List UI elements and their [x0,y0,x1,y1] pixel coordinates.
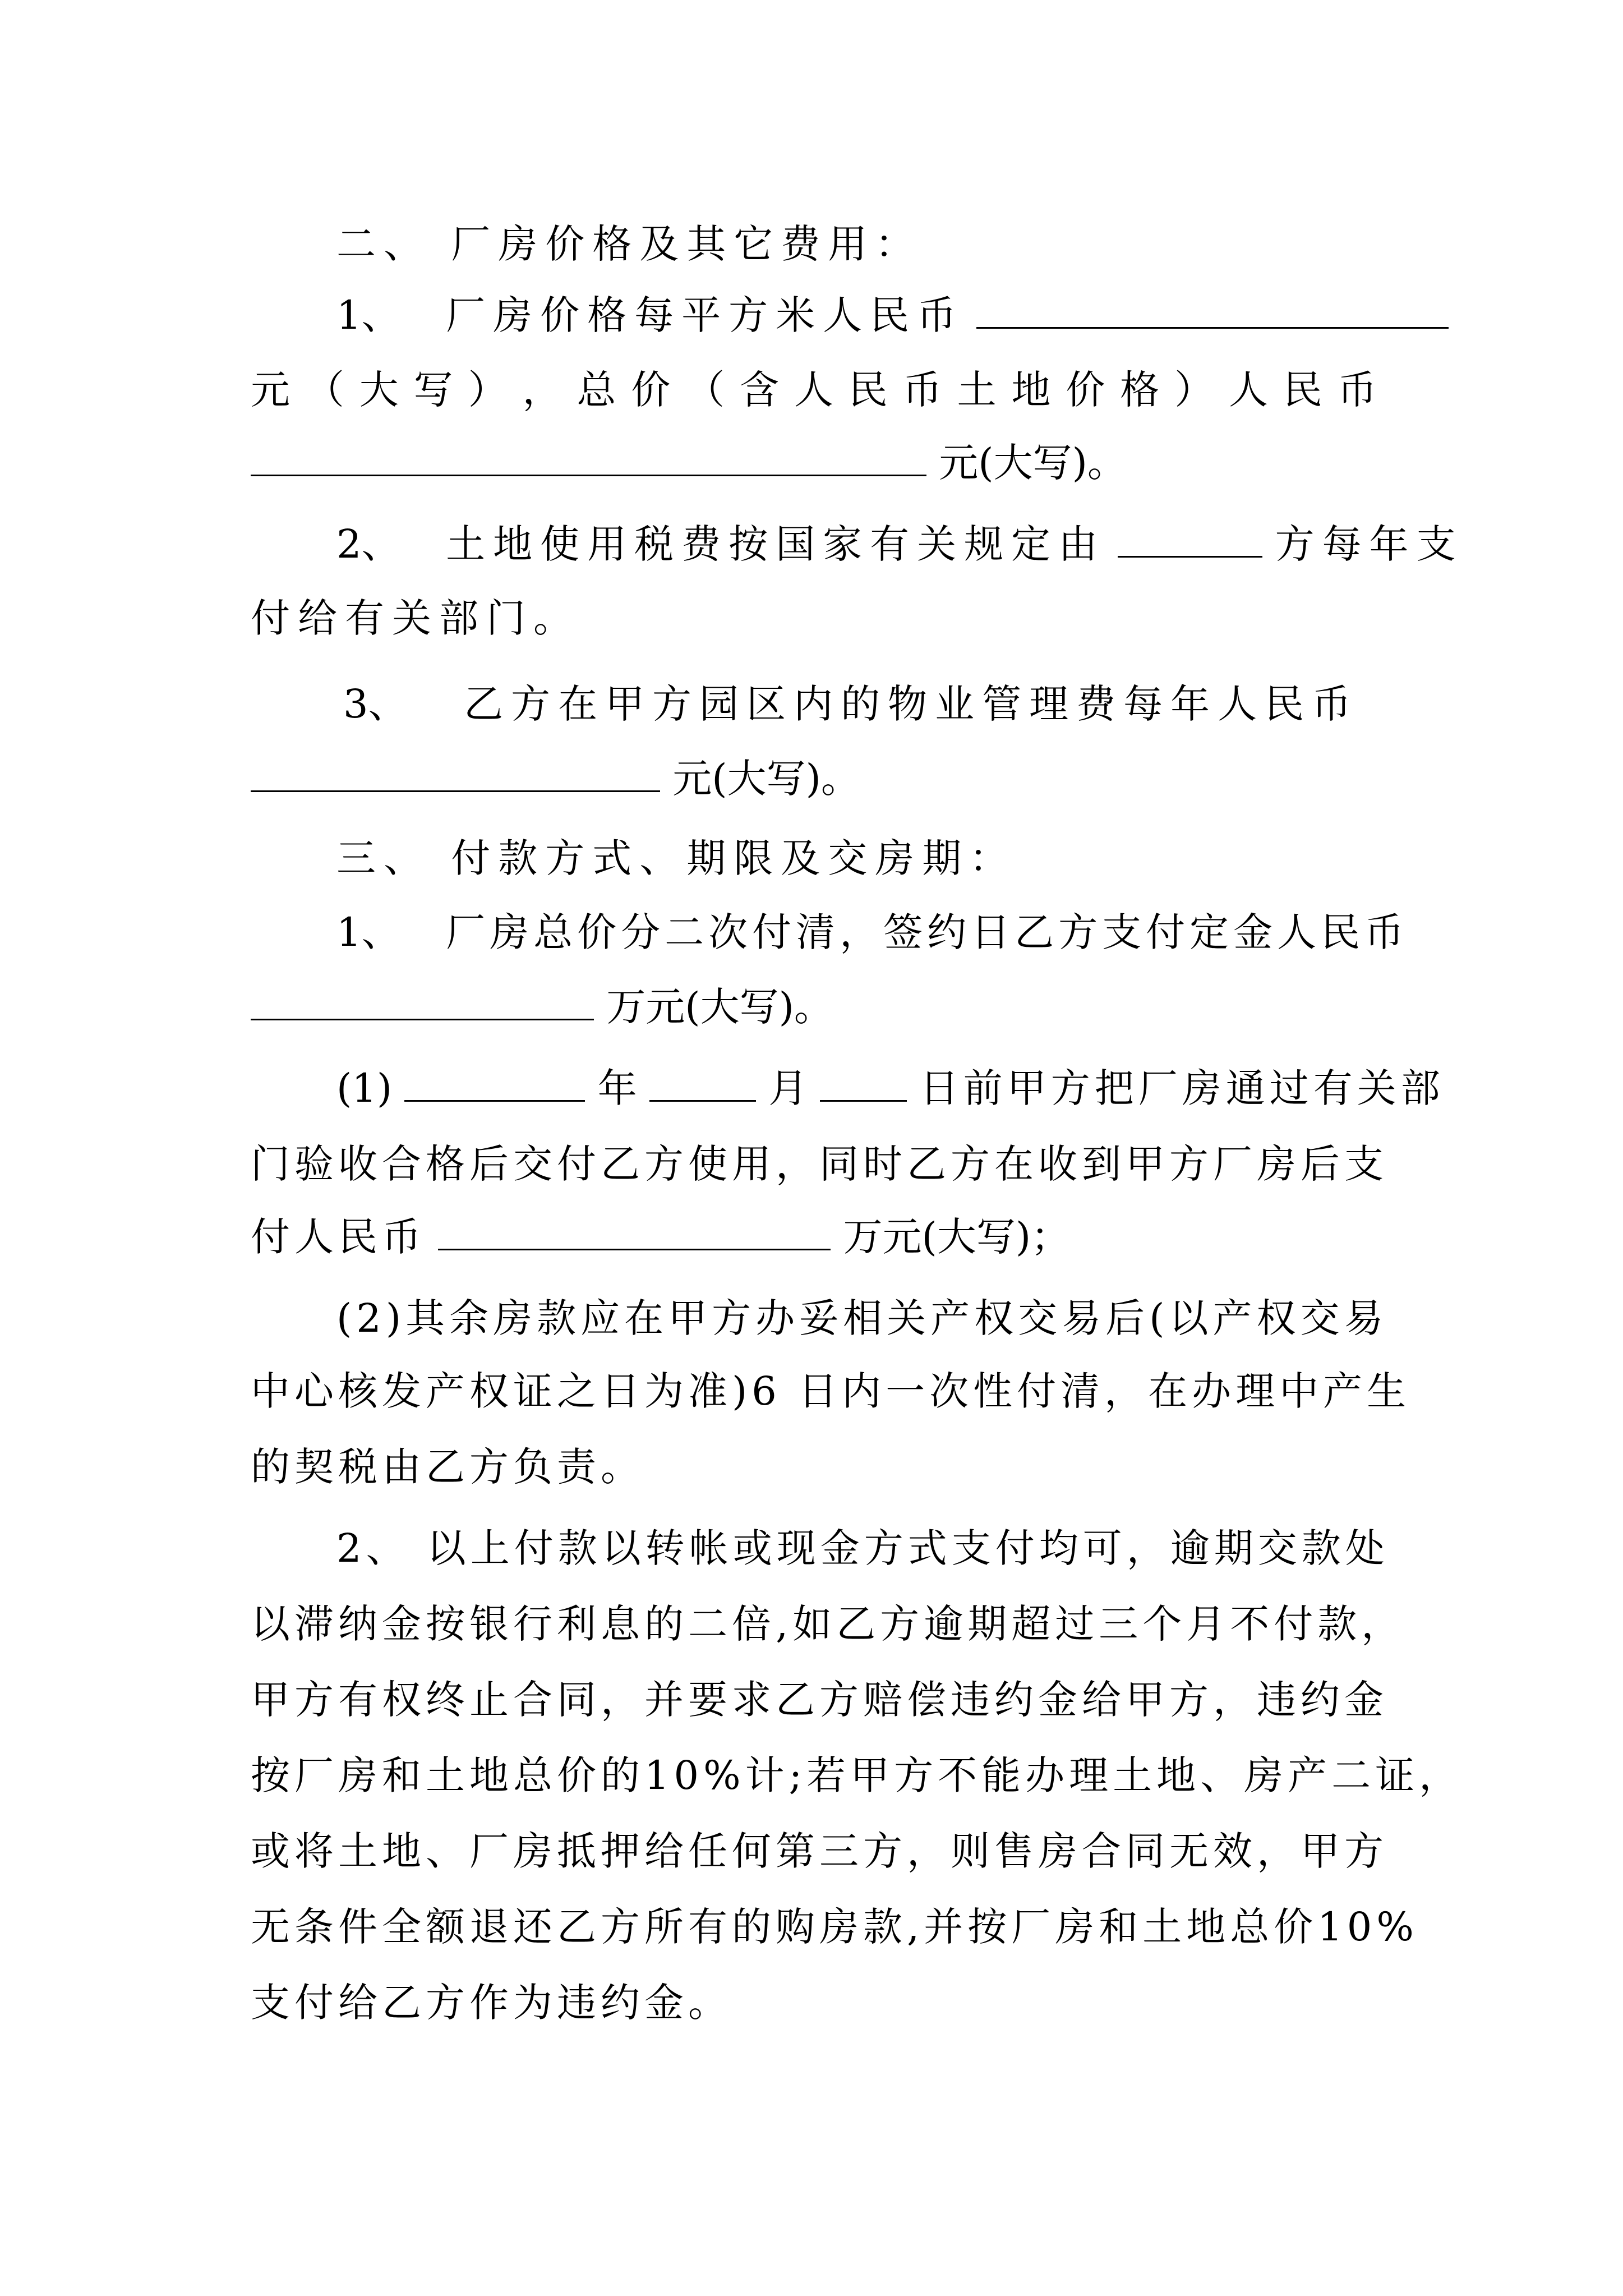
section-3-item-2-line-2 [251,1596,1405,1652]
section-3-heading [336,830,1463,886]
section-2-item-2-line-1 [336,516,1464,572]
property-fee-suffix: 元(大写)。 [672,756,860,802]
section-3-item-2-text-1: 2、 以上付款以转帐或现金方式支付均可，逾期交款处 [336,1525,1389,1571]
section-2-item-2-line-2 [251,590,1377,646]
justified-char: 币 [902,367,942,413]
price-per-sqm-blank [976,288,1449,329]
justified-char: 民 [1283,367,1322,413]
justified-char: 写 [413,367,453,413]
item-number: 2、 [336,521,401,567]
section-3-item-2-line-3 [251,1672,1388,1728]
sub-clause-1-line-2 [251,1136,1388,1192]
total-price-blank [251,435,926,476]
section-2-heading [336,216,1463,272]
justified-char: 格 [1120,367,1160,413]
justified-char: 大 [359,367,399,413]
section-3-item-2-text-3: 甲方有权终止合同，并要求乙方赔偿违约金给甲方，违约金 [251,1677,1388,1723]
day-blank [820,1061,907,1102]
justified-char: 价 [1066,367,1105,413]
land-tax-text: 土地使用税费按国家有关规定由 [446,521,1106,567]
justified-char: 价 [631,367,671,413]
justified-char: 含 [740,367,780,413]
section-2-item-1-line-3 [251,435,1377,491]
justified-char: （ [685,367,725,413]
sub-clause-1-line-1 [336,1060,1445,1116]
item-number: 1、 [336,909,401,955]
land-tax-party-blank [1118,517,1262,558]
sub-clause-2-text-1: (2)其余房款应在甲方办妥相关产权交易后(以产权交易 [336,1295,1388,1341]
justified-char: 总 [577,367,616,413]
item-number: 3、 [343,681,408,727]
section-3-item-2-line-5 [251,1823,1388,1879]
sub-clause-1-text-1: 日前甲方把厂房通过有关部 [919,1065,1445,1111]
property-fee-blank [251,751,660,792]
section-3-item-1-line-2 [251,979,1377,1035]
section-2-heading-text: 二、 厂房价格及其它费用： [336,221,923,267]
justified-char: 地 [1011,367,1051,413]
justified-char: 民 [848,367,888,413]
price-per-sqm-label: 厂房价格每平方米人民币 [446,292,965,338]
section-3-item-2-text-4: 按厂房和土地总价的10%计;若甲方不能办理土地、房产二证， [251,1752,1463,1798]
section-3-heading-text: 三、 付款方式、期限及交房期： [336,835,1017,881]
month-blank [649,1061,756,1102]
section-3-item-2-text-7: 支付给乙方作为违约金。 [251,1980,732,2026]
section-3-item-2-text-5: 或将土地、厂房抵押给任何第三方，则售房合同无效，甲方 [251,1828,1388,1874]
justified-char: ） [468,367,508,413]
section-3-item-2-line-1 [336,1520,1463,1576]
sub-clause-2-line-3 [251,1439,1377,1495]
section-3-item-2-line-4 [251,1747,1463,1803]
section-3-item-2-line-7 [251,1975,1377,2031]
justified-char: 人 [794,367,833,413]
installment-text: 厂房总价分二次付清，签约日乙方支付定金人民币 [446,909,1409,955]
year-label: 年 [597,1065,637,1111]
item-number: 1、 [336,292,401,338]
payment-amount-blank [438,1209,831,1250]
sub-clause-1-text-3-start: 付人民币 [251,1214,426,1260]
justified-char: ， [522,367,562,413]
total-price-suffix: 元(大写)。 [939,440,1127,486]
section-2-item-3-line-2 [251,751,1377,807]
sub-clause-1-line-3 [251,1209,1377,1265]
section-3-item-2-text-6: 无条件全额退还乙方所有的购房款,并按厂房和土地总价10% [251,1904,1418,1950]
justified-char: 元 [251,367,290,413]
sub-clause-1-text-2: 门验收合格后交付乙方使用，同时乙方在收到甲方厂房后支 [251,1141,1388,1187]
section-2-item-3-line-1 [343,676,1377,732]
land-tax-text-end: 方每年支 [1275,521,1464,567]
justified-char: ） [1174,367,1214,413]
sub-clause-2-text-2: 中心核发产权证之日为准)6 日内一次性付清，在办理中产生 [251,1368,1411,1414]
section-3-item-2-line-6 [251,1899,1418,1955]
sub-clause-2-text-3: 的契税由乙方负责。 [251,1444,644,1490]
sub-clause-2-line-2 [251,1363,1411,1419]
deposit-blank [251,979,594,1020]
justified-char: （ [305,367,344,413]
month-label: 月 [768,1065,808,1111]
section-2-item-1-line-2 [251,362,1377,418]
section-3-item-1-line-1 [336,904,1409,960]
sub-clause-1-number: (1) [336,1065,393,1111]
property-fee-text: 乙方在甲方园区内的物业管理费每年人民币 [464,681,1359,727]
land-tax-text-2: 付给有关部门。 [251,595,580,641]
sub-clause-1-text-3-end: 万元(大写)； [843,1214,1071,1260]
justified-char: 土 [957,367,997,413]
justified-char: 人 [1229,367,1269,413]
section-2-item-1-line-1 [336,287,1377,343]
year-blank [404,1061,585,1102]
justified-char: 币 [1337,367,1377,413]
sub-clause-2-line-1 [336,1290,1463,1346]
deposit-suffix: 万元(大写)。 [606,984,833,1030]
section-3-item-2-text-2: 以滞纳金按银行利息的二倍,如乙方逾期超过三个月不付款， [251,1601,1405,1647]
